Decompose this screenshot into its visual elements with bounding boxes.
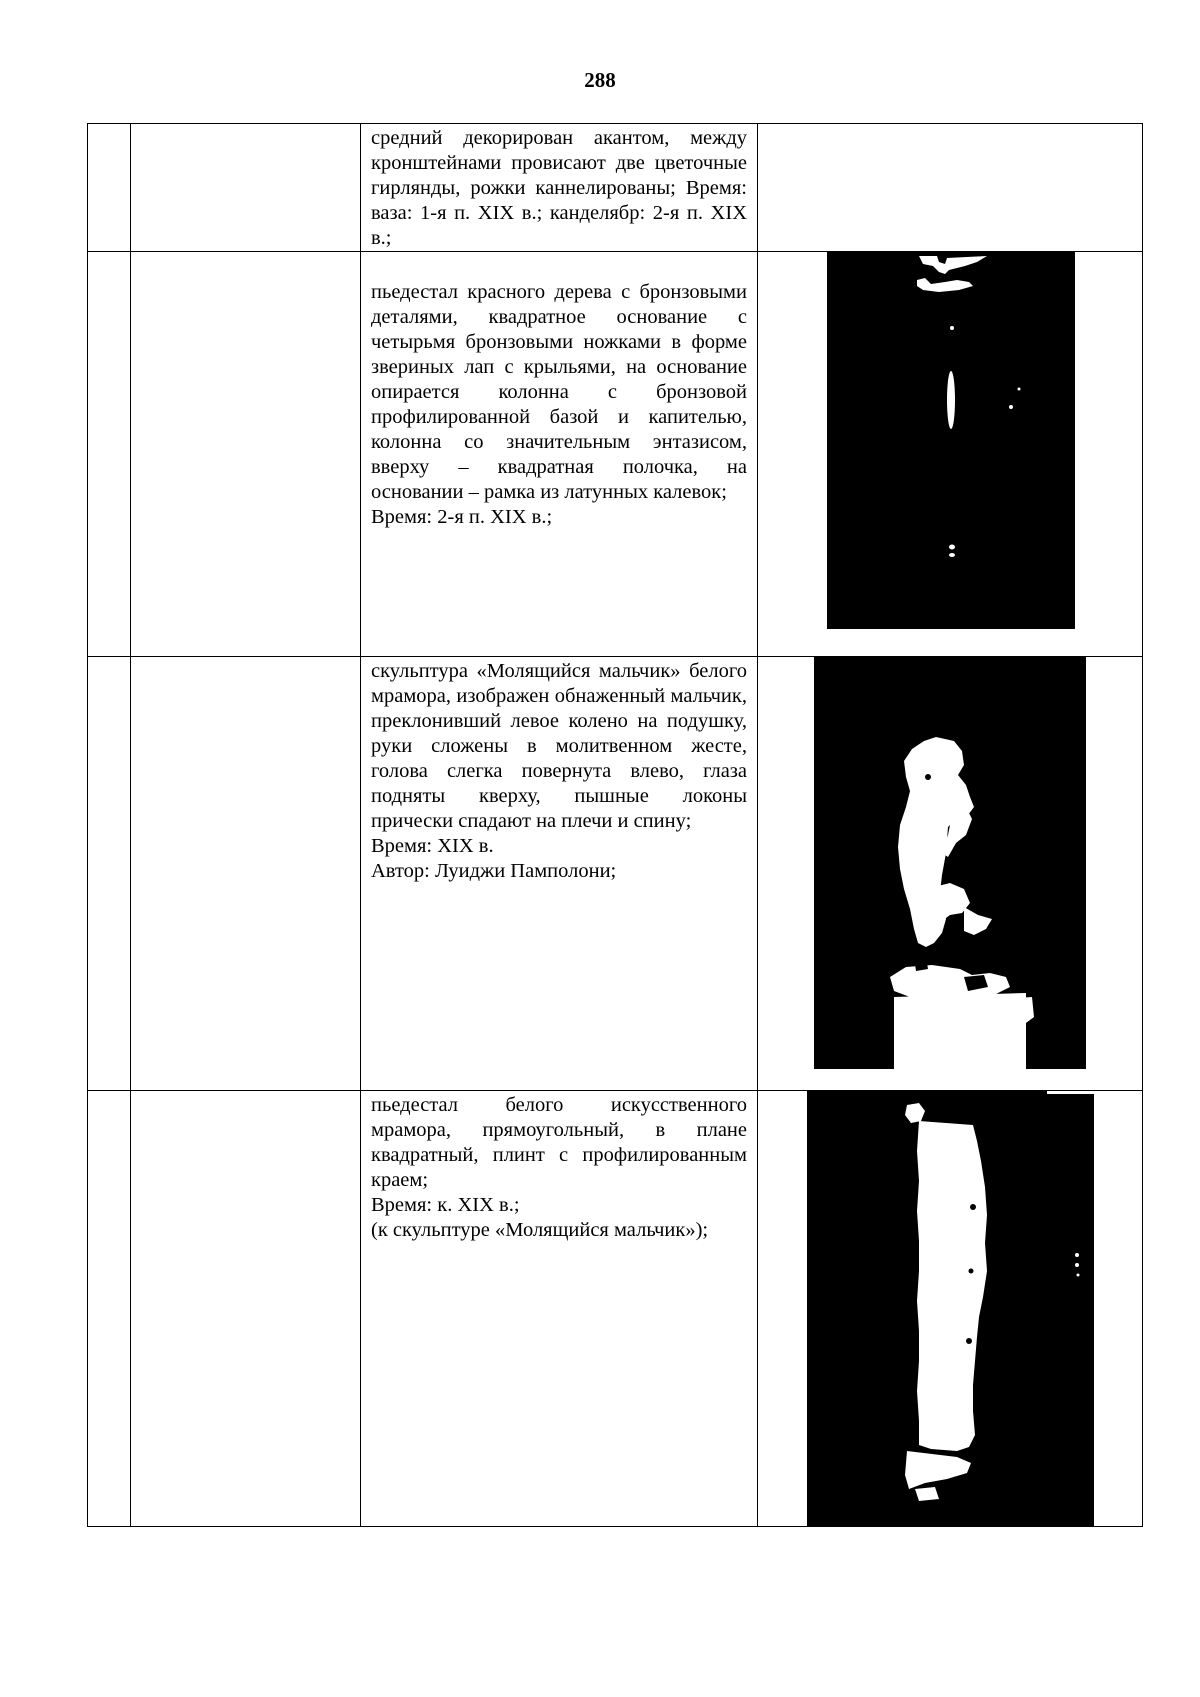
objects-table: [87, 123, 1143, 1527]
description-text: средний декорирован акантом, между кронштейнами провисают две цветочные гирлянды, рожки каннелированы; Время: ваза: 1-я п. XIX в.; канделябр: 2-я п. XIX в.;: [371, 127, 747, 249]
number-cell: [88, 657, 131, 1091]
marble-pedestal-photo: [807, 1091, 1094, 1526]
description-cell: [361, 657, 758, 1091]
praying-boy-sculpture-photo: [814, 657, 1086, 1069]
date-text: Время: к. XIX в.;: [371, 1194, 520, 1216]
description-cell: [361, 124, 758, 252]
photo-cell: [758, 1091, 1143, 1527]
name-cell: [131, 1091, 361, 1527]
description-cell: [361, 1091, 758, 1527]
number-cell: [88, 124, 131, 252]
author-text: Автор: Луиджи Памполони;: [371, 860, 617, 882]
page-number: 288: [584, 68, 616, 92]
photo-cell: [758, 252, 1143, 657]
description-text: пьедестал красного дерева с бронзовыми деталями, квадратное основание с четырьмя бронзовыми ножками в форме звериных лап с крыльями, на основание опирается колонна с бронзовой профилированной базой и капителью, колонна со значительным энтазисом, вверху – квадратная полочка, на основании – рамка из латунных калевок;: [371, 281, 747, 503]
name-cell: [131, 657, 361, 1091]
table-row: [88, 1091, 1143, 1527]
date-text: Время: 2-я п. XIX в.;: [371, 506, 553, 528]
table-row: [88, 657, 1143, 1091]
description-text: пьедестал белого искусственного мрамора, прямоугольный, в плане квадратный, плинт с профилированным краем;: [371, 1094, 747, 1191]
name-cell: [131, 252, 361, 657]
number-cell: [88, 1091, 131, 1527]
date-text: Время: XIX в.: [371, 835, 494, 857]
table-row: [88, 252, 1143, 657]
description-text: скульптура «Молящийся мальчик» белого мрамора, изображен обнаженный мальчик, преклонивший левое колено на подушку, руки сложены в молитвенном жесте, голова слегка повернута влево, глаза подняты кверху, пышные локоны прически спадают на плечи и спину;: [371, 660, 747, 832]
photo-cell: [758, 657, 1143, 1091]
number-cell: [88, 252, 131, 657]
reference-text: (к скульптуре «Молящийся мальчик»);: [371, 1219, 709, 1241]
photo-cell: [758, 124, 1143, 252]
description-cell: [361, 252, 758, 657]
name-cell: [131, 124, 361, 252]
mahogany-pedestal-photo: [827, 252, 1075, 629]
table-row: [88, 124, 1143, 252]
